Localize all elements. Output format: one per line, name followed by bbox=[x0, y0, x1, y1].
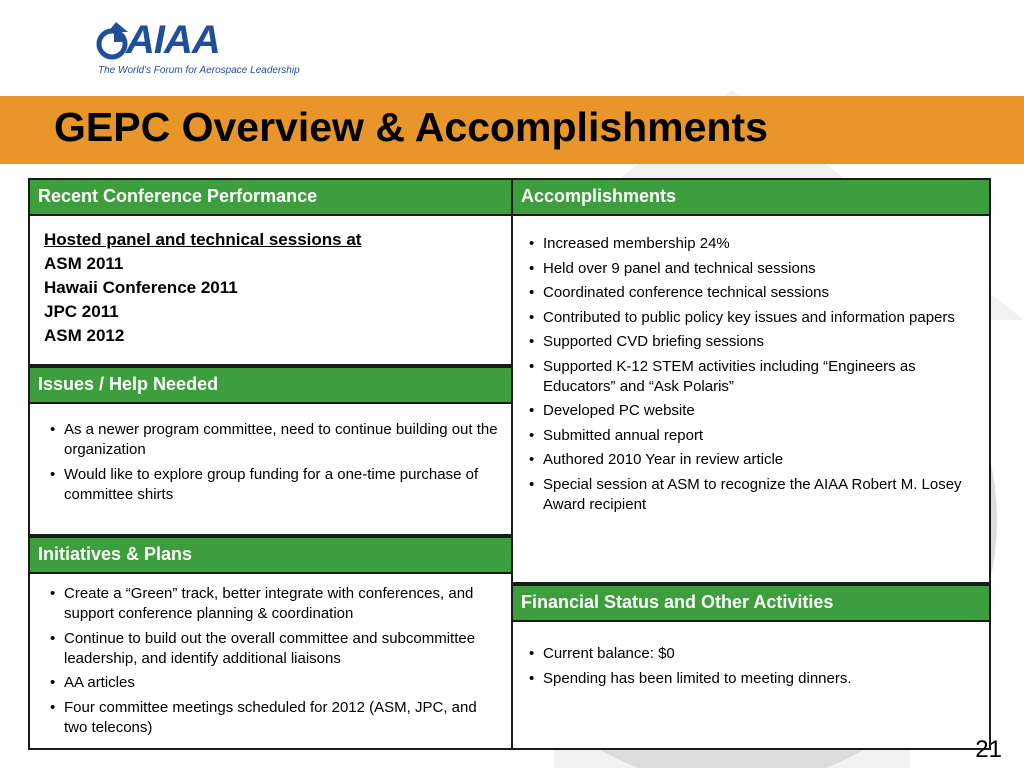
accomplishments-item: • Supported K-12 STEM activities including “Engineers as Educators” and “Ask Polaris” bbox=[521, 357, 979, 397]
accomplishments-list bbox=[521, 234, 979, 515]
aiaa-logo bbox=[96, 18, 300, 80]
initiatives-body bbox=[28, 574, 513, 750]
financial-item: • Current balance: $0 bbox=[521, 644, 979, 664]
accomplishments-header: Accomplishments bbox=[511, 178, 991, 216]
accomplishments-item: • Supported CVD briefing sessions bbox=[521, 332, 979, 352]
recent-lead: Hosted panel and technical sessions at bbox=[44, 230, 362, 249]
logo-tagline: The World's Forum for Aerospace Leadership bbox=[98, 65, 300, 76]
recent-event: ASM 2011 bbox=[44, 254, 124, 273]
financial-panel bbox=[511, 584, 991, 750]
page-number: 21 bbox=[975, 736, 1002, 763]
issues-item: • As a newer program committee, need to continue building out the organization bbox=[42, 420, 503, 460]
initiatives-item: • AA articles bbox=[42, 673, 503, 693]
issues-list bbox=[42, 420, 503, 505]
issues-body bbox=[28, 404, 513, 536]
recent-body bbox=[28, 216, 513, 366]
initiatives-item: • Four committee meetings scheduled for 2012 (ASM, JPC, and two telecons) bbox=[42, 698, 503, 738]
issues-item: • Would like to explore group funding for a one-time purchase of committee shirts bbox=[42, 465, 503, 505]
recent-header: Recent Conference Performance bbox=[28, 178, 513, 216]
accomplishments-item: • Developed PC website bbox=[521, 401, 979, 421]
accomplishments-item: • Submitted annual report bbox=[521, 426, 979, 446]
initiatives-panel bbox=[28, 536, 513, 750]
recent-event: Hawaii Conference 2011 bbox=[44, 278, 238, 297]
slide-title: GEPC Overview & Accomplishments bbox=[54, 104, 768, 150]
accomplishments-item: • Special session at ASM to recognize the AIAA Robert M. Losey Award recipient bbox=[521, 475, 979, 515]
accomplishments-item: • Held over 9 panel and technical sessions bbox=[521, 259, 979, 279]
recent-event: ASM 2012 bbox=[44, 326, 125, 345]
logo-wordmark: AIAA bbox=[126, 18, 220, 62]
initiatives-header: Initiatives & Plans bbox=[28, 536, 513, 574]
accomplishments-panel bbox=[511, 178, 991, 584]
financial-list bbox=[521, 644, 979, 689]
accomplishments-body bbox=[511, 216, 991, 584]
initiatives-item: • Continue to build out the overall committee and subcommittee leadership, and identify additional liaisons bbox=[42, 629, 503, 669]
accomplishments-item: • Increased membership 24% bbox=[521, 234, 979, 254]
accomplishments-item: • Contributed to public policy key issues and information papers bbox=[521, 308, 979, 328]
issues-header: Issues / Help Needed bbox=[28, 366, 513, 404]
financial-item: • Spending has been limited to meeting dinners. bbox=[521, 669, 979, 689]
financial-header: Financial Status and Other Activities bbox=[511, 584, 991, 622]
initiatives-item: • Create a “Green” track, better integrate with conferences, and support conference planning & coordination bbox=[42, 584, 503, 624]
financial-body bbox=[511, 622, 991, 750]
accomplishments-item: • Coordinated conference technical sessions bbox=[521, 283, 979, 303]
recent-panel bbox=[28, 178, 513, 366]
accomplishments-item: • Authored 2010 Year in review article bbox=[521, 450, 979, 470]
initiatives-list bbox=[42, 584, 503, 738]
recent-event: JPC 2011 bbox=[44, 302, 119, 321]
issues-panel bbox=[28, 366, 513, 536]
